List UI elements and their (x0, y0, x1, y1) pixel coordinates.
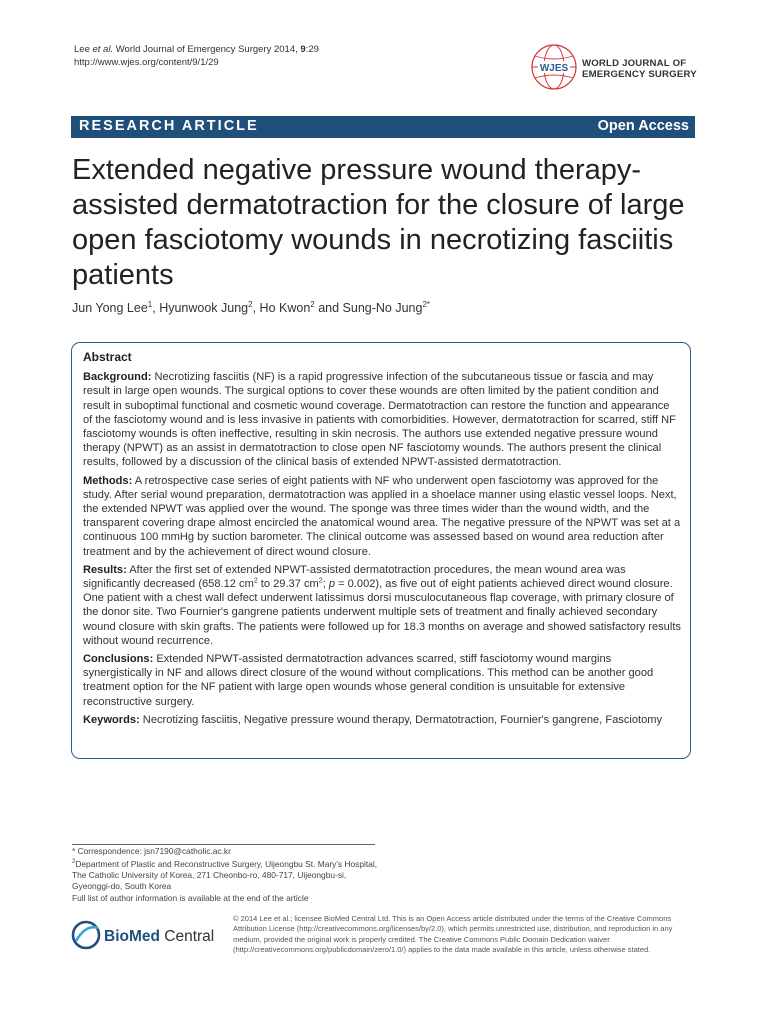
article-title: Extended negative pressure wound therapy-assisted dermatotraction for the closure of large open fasciotomy wounds in necrotizing fasciitis patients (72, 154, 685, 291)
abstract-background: Background: Necrotizing fasciitis (NF) is a rapid progressive infection of the subcutaneous tissue or fascia and may result in large open wounds. The surgical options to cover these wounds are often limited by the patient condition and result in suboptimal functional and cosmetic wound coverage. Dermatotraction can restore the function and appearance of the fasciotomy wound and is less invasive in patients with comorbidities. However, dermatotraction for scarred, stiff NF fasciotomy wounds is often ineffective, resulting in skin necrosis. The authors use extended negative pressure wound therapy (NPWT) as an assist in dermatotraction to close open NF fasciotomy wounds. The authors present the clinical results, followed by a discussion of the clinical basis of extended NPWT-assisted dermatotraction. (83, 371, 676, 469)
author-name: Sung-No Jung (342, 301, 423, 316)
author-name: Jun Yong Lee (72, 301, 148, 316)
author-affiliation-mark: 2 (248, 300, 253, 309)
article-type-label: RESEARCH ARTICLE (79, 118, 259, 134)
author-affiliation-mark: 1 (147, 300, 153, 309)
biomed-central-logo (70, 918, 220, 952)
author-affiliation-mark: 2* (422, 300, 431, 309)
author-name: Hyunwook Jung (159, 301, 249, 316)
author-separator: , (252, 301, 260, 316)
abstract-conclusions: Conclusions: Extended NPWT-assisted dermatotraction advances scarred, stiff fasciotomy wound margins synergistically in NF and allows direct closure of the wound without complications. This method can be another good treatment option for the NF patient with large open wounds whose general condition is unsuitable for extensive reconstructive surgery. (83, 653, 654, 708)
abstract-keywords: Keywords: Necrotizing fasciitis, Negative pressure wound therapy, Dermatotraction, Fournier's gangrene, Fasciotomy (83, 713, 663, 726)
logo-text: WJES (539, 63, 569, 74)
correspondence-email[interactable]: * Correspondence: jsn7190@catholic.ac.kr (72, 846, 231, 856)
article-url[interactable]: http://www.wjes.org/content/9/1/29 (74, 57, 219, 68)
author-name: Ho Kwon (259, 301, 311, 316)
article-type-banner (71, 116, 695, 138)
bmc-swoosh-icon (73, 922, 99, 948)
footnotes (72, 846, 382, 904)
author-affiliation-mark: 2 (310, 300, 315, 309)
affiliation: $^2$Department of Plastic and Reconstructive Surgery, Uijeongbu St. Mary's Hospital, The Catholic University of Korea, 271 Cheonbo-ro, 480-717, Uijeongbu-si, Gyeonggi-do, South Korea (72, 859, 378, 892)
svg-text:BioMed Central: BioMed Central (104, 928, 215, 945)
author-list (72, 300, 692, 315)
abstract-box (71, 342, 691, 759)
abstract-results: Results: After the first set of extended NPWT-assisted dermatotraction procedures, the mean wound area was significantly decreased (658.12 $cm^2$ to 29.37 $cm^2$; p = 0.002), as five out of eight patients achieved direct wound closure. One patient with a chest wall defect underwent latissimus dorsi musculocutaneous flap coverage, with primary closure of the donor site. Two Fournier's gangrene patients underwent multiple sets of treatment and finally achieved secondary wound closure with skin grafts. The patients were followed up for 18.3 months on average and showed satisfactory results without wound recurrence. (83, 563, 681, 647)
abstract-heading: Abstract (83, 350, 132, 364)
footnote-divider (72, 844, 375, 845)
author-separator: and (314, 301, 343, 316)
journal-name: WORLD JOURNAL OF EMERGENCY SURGERY (582, 58, 697, 80)
license-statement: © 2014 Lee et al.; licensee BioMed Central Ltd. This is an Open Access article distributed under the terms of the Creative Commons Attribution License (http://creativecommons.org/licenses/by/2.0), which permits unrestricted use, distribution, and reproduction in any medium, provided the original work is properly credited. The Creative Commons Public Domain Dedication waiver (http://creativecommons.org/publicdomain/zero/1.0/) applies to the data made available in this article, unless otherwise stated. (233, 914, 673, 954)
author-separator: , (152, 301, 160, 316)
citation-header: Lee et al. World Journal of Emergency Surgery 2014, 9:29 http://www.wjes.org/content/9/1/29 (74, 44, 319, 68)
abstract-methods: Methods: A retrospective case series of eight patients with NF who underwent open fasciotomy was approved for the study. After serial wound preparation, dermatotraction was applied in a shoelace manner using elastic vessel loops. Next, the extended NPWT was applied over the wound. The sponge was three times wider than the wound width, and the transparent covering drape almost encircled the anatomical wound area. The negative pressure of the NPWT was set at a continuous 100 mmHg by suction barometer. The clinical outcome was assessed based on wound area reduction after treatment and by the achievement of direct wound closure. (83, 474, 681, 558)
open-access-label: Open Access (597, 118, 689, 134)
author-info-note: Full list of author information is available at the end of the article (72, 892, 309, 903)
